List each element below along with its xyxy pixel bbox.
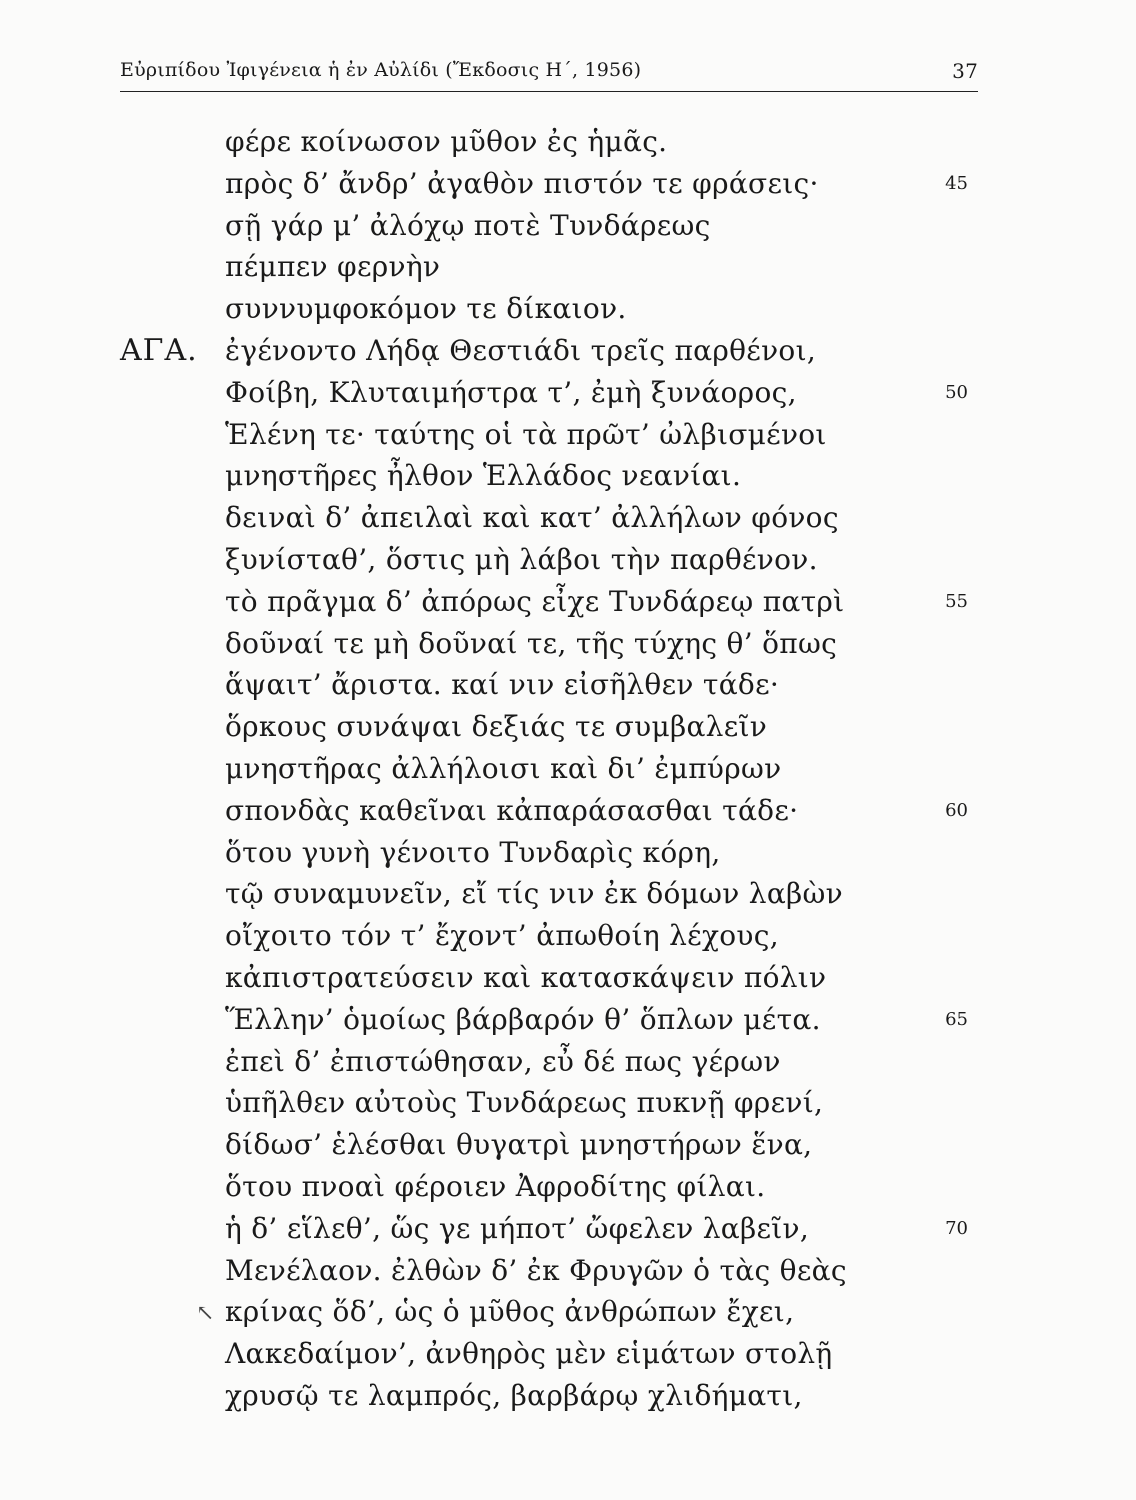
line-number: 50 xyxy=(945,381,968,403)
verse-text: πρὸς δ’ ἄνδρ’ ἀγαθὸν πιστόν τε φράσεις· xyxy=(225,166,819,200)
verse-text: ὅτου γυνὴ γένοιτο Τυνδαρὶς κόρη, xyxy=(225,835,721,869)
verse-text: μνηστῆρας ἀλλήλοισι καὶ δι’ ἐμπύρων xyxy=(225,751,782,785)
verse-line xyxy=(120,288,978,330)
verse-text: Ἑλένη τε· ταύτης οἱ τὰ πρῶτ’ ὠλβισμένοι xyxy=(225,417,827,451)
verse-text: ξυνίσταθ’, ὅστις μὴ λάβοι τὴν παρθένον. xyxy=(225,542,818,576)
verse-line xyxy=(120,121,978,163)
line-number: 65 xyxy=(945,1008,968,1030)
verse-text: σῇ γάρ μ’ ἀλόχῳ ποτὲ Τυνδάρεως xyxy=(225,208,711,242)
margin-mark: ↖ xyxy=(196,1301,215,1327)
line-number: 45 xyxy=(945,172,968,194)
verse-line xyxy=(120,1208,978,1250)
verse-line xyxy=(120,1082,978,1124)
verse-line xyxy=(120,664,978,706)
line-number: 60 xyxy=(945,799,968,821)
verse-text: φέρε κοίνωσον μῦθον ἐς ἡμᾶς. xyxy=(225,125,668,158)
running-head xyxy=(120,55,978,89)
verse-line xyxy=(120,832,978,874)
verse-text: τὸ πρᾶγμα δ’ ἀπόρως εἶχε Τυνδάρεῳ πατρὶ xyxy=(225,584,845,618)
verse-text: κἀπιστρατεύσειν καὶ κατασκάψειν πόλιν xyxy=(225,960,827,994)
verse-line xyxy=(120,497,978,539)
verse-text: ὑπῆλθεν αὐτοὺς Τυνδάρεως πυκνῇ φρενί, xyxy=(225,1086,824,1120)
verse-text: Μενέλαον. ἐλθὼν δ’ ἐκ Φρυγῶν ὁ τὰς θεὰς xyxy=(225,1253,847,1287)
verse-line xyxy=(120,1333,978,1375)
verse-text: Ἕλλην’ ὁμοίως βάρβαρόν θ’ ὅπλων μέτα. xyxy=(225,1002,821,1036)
verse-line xyxy=(120,330,978,372)
verse-text: ἐγένοντο Λήδᾳ Θεστιάδι τρεῖς παρθένοι, xyxy=(225,333,817,367)
verse-line xyxy=(120,246,978,288)
verse-line xyxy=(120,205,978,247)
verse-text: ὅρκους συνάψαι δεξιάς τε συμβαλεῖν xyxy=(225,710,768,744)
verse-line xyxy=(120,1166,978,1208)
page-number: 37 xyxy=(952,59,978,83)
verse-text: Λακεδαίμον’, ἀνθηρὸς μὲν εἱμάτων στολῇ xyxy=(225,1337,833,1371)
verse-text: ἅψαιτ’ ἄριστα. καί νιν εἰσῆλθεν τάδε· xyxy=(225,668,780,702)
verse-line xyxy=(120,1124,978,1166)
verse-line xyxy=(120,999,978,1041)
verse-text: συννυμφοκόμον τε δίκαιον. xyxy=(225,292,627,326)
verse-text: οἴχοιτο τόν τ’ ἔχοντ’ ἀπωθοίη λέχους, xyxy=(225,919,779,953)
verse-text: ἐπεὶ δ’ ἐπιστώθησαν, εὖ δέ πως γέρων xyxy=(225,1044,781,1078)
verse-line xyxy=(120,581,978,623)
verse-text: χρυσῷ τε λαμπρός, βαρβάρῳ χλιδήματι, xyxy=(225,1378,803,1412)
verse-text: μνηστῆρες ἦλθον Ἑλλάδος νεανίαι. xyxy=(225,459,742,493)
verse-line xyxy=(120,1375,978,1417)
verse-text: δίδωσ’ ἑλέσθαι θυγατρὶ μνηστήρων ἕνα, xyxy=(225,1128,813,1162)
verse-line xyxy=(120,957,978,999)
running-title: Εὐριπίδου Ἰφιγένεια ἡ ἐν Αὐλίδι (Ἔκδοσις Η΄, 1956) xyxy=(120,59,642,81)
header-rule xyxy=(120,91,978,92)
line-number: 55 xyxy=(945,590,968,612)
verse-block xyxy=(120,121,978,1417)
verse-text: ἡ δ’ εἵλεθ’, ὥς γε μήποτ’ ὤφελεν λαβεῖν, xyxy=(225,1211,810,1245)
verse-text: Φοίβη, Κλυταιμήστρα τ’, ἐμὴ ξυνάορος, xyxy=(225,375,797,409)
verse-line xyxy=(120,873,978,915)
verse-text: δοῦναί τε μὴ δοῦναί τε, τῆς τύχης θ’ ὅπως xyxy=(225,626,838,660)
verse-text: πέμπεν φερνὴν xyxy=(225,250,441,284)
verse-line xyxy=(120,1291,978,1333)
verse-line xyxy=(120,414,978,456)
verse-line xyxy=(120,163,978,205)
verse-line xyxy=(120,748,978,790)
verse-text: δειναὶ δ’ ἀπειλαὶ καὶ κατ’ ἀλλήλων φόνος xyxy=(225,501,839,535)
verse-line xyxy=(120,455,978,497)
verse-line xyxy=(120,539,978,581)
line-number: 70 xyxy=(945,1217,968,1239)
verse-line xyxy=(120,372,978,414)
verse-line xyxy=(120,1250,978,1292)
verse-text: σπονδὰς καθεῖναι κἀπαράσασθαι τάδε· xyxy=(225,793,799,827)
verse-text: τῷ συναμυνεῖν, εἴ τίς νιν ἐκ δόμων λαβὼν xyxy=(225,877,843,911)
verse-text: ὅτου πνοαὶ φέροιεν Ἀφροδίτης φίλαι. xyxy=(225,1169,766,1203)
verse-line xyxy=(120,790,978,832)
verse-text: κρίνας ὅδ’, ὡς ὁ μῦθος ἀνθρώπων ἔχει, xyxy=(225,1295,795,1329)
verse-line xyxy=(120,1041,978,1083)
verse-line xyxy=(120,915,978,957)
verse-line xyxy=(120,623,978,665)
speaker-label: ΑΓΑ. xyxy=(120,332,198,368)
verse-line xyxy=(120,706,978,748)
